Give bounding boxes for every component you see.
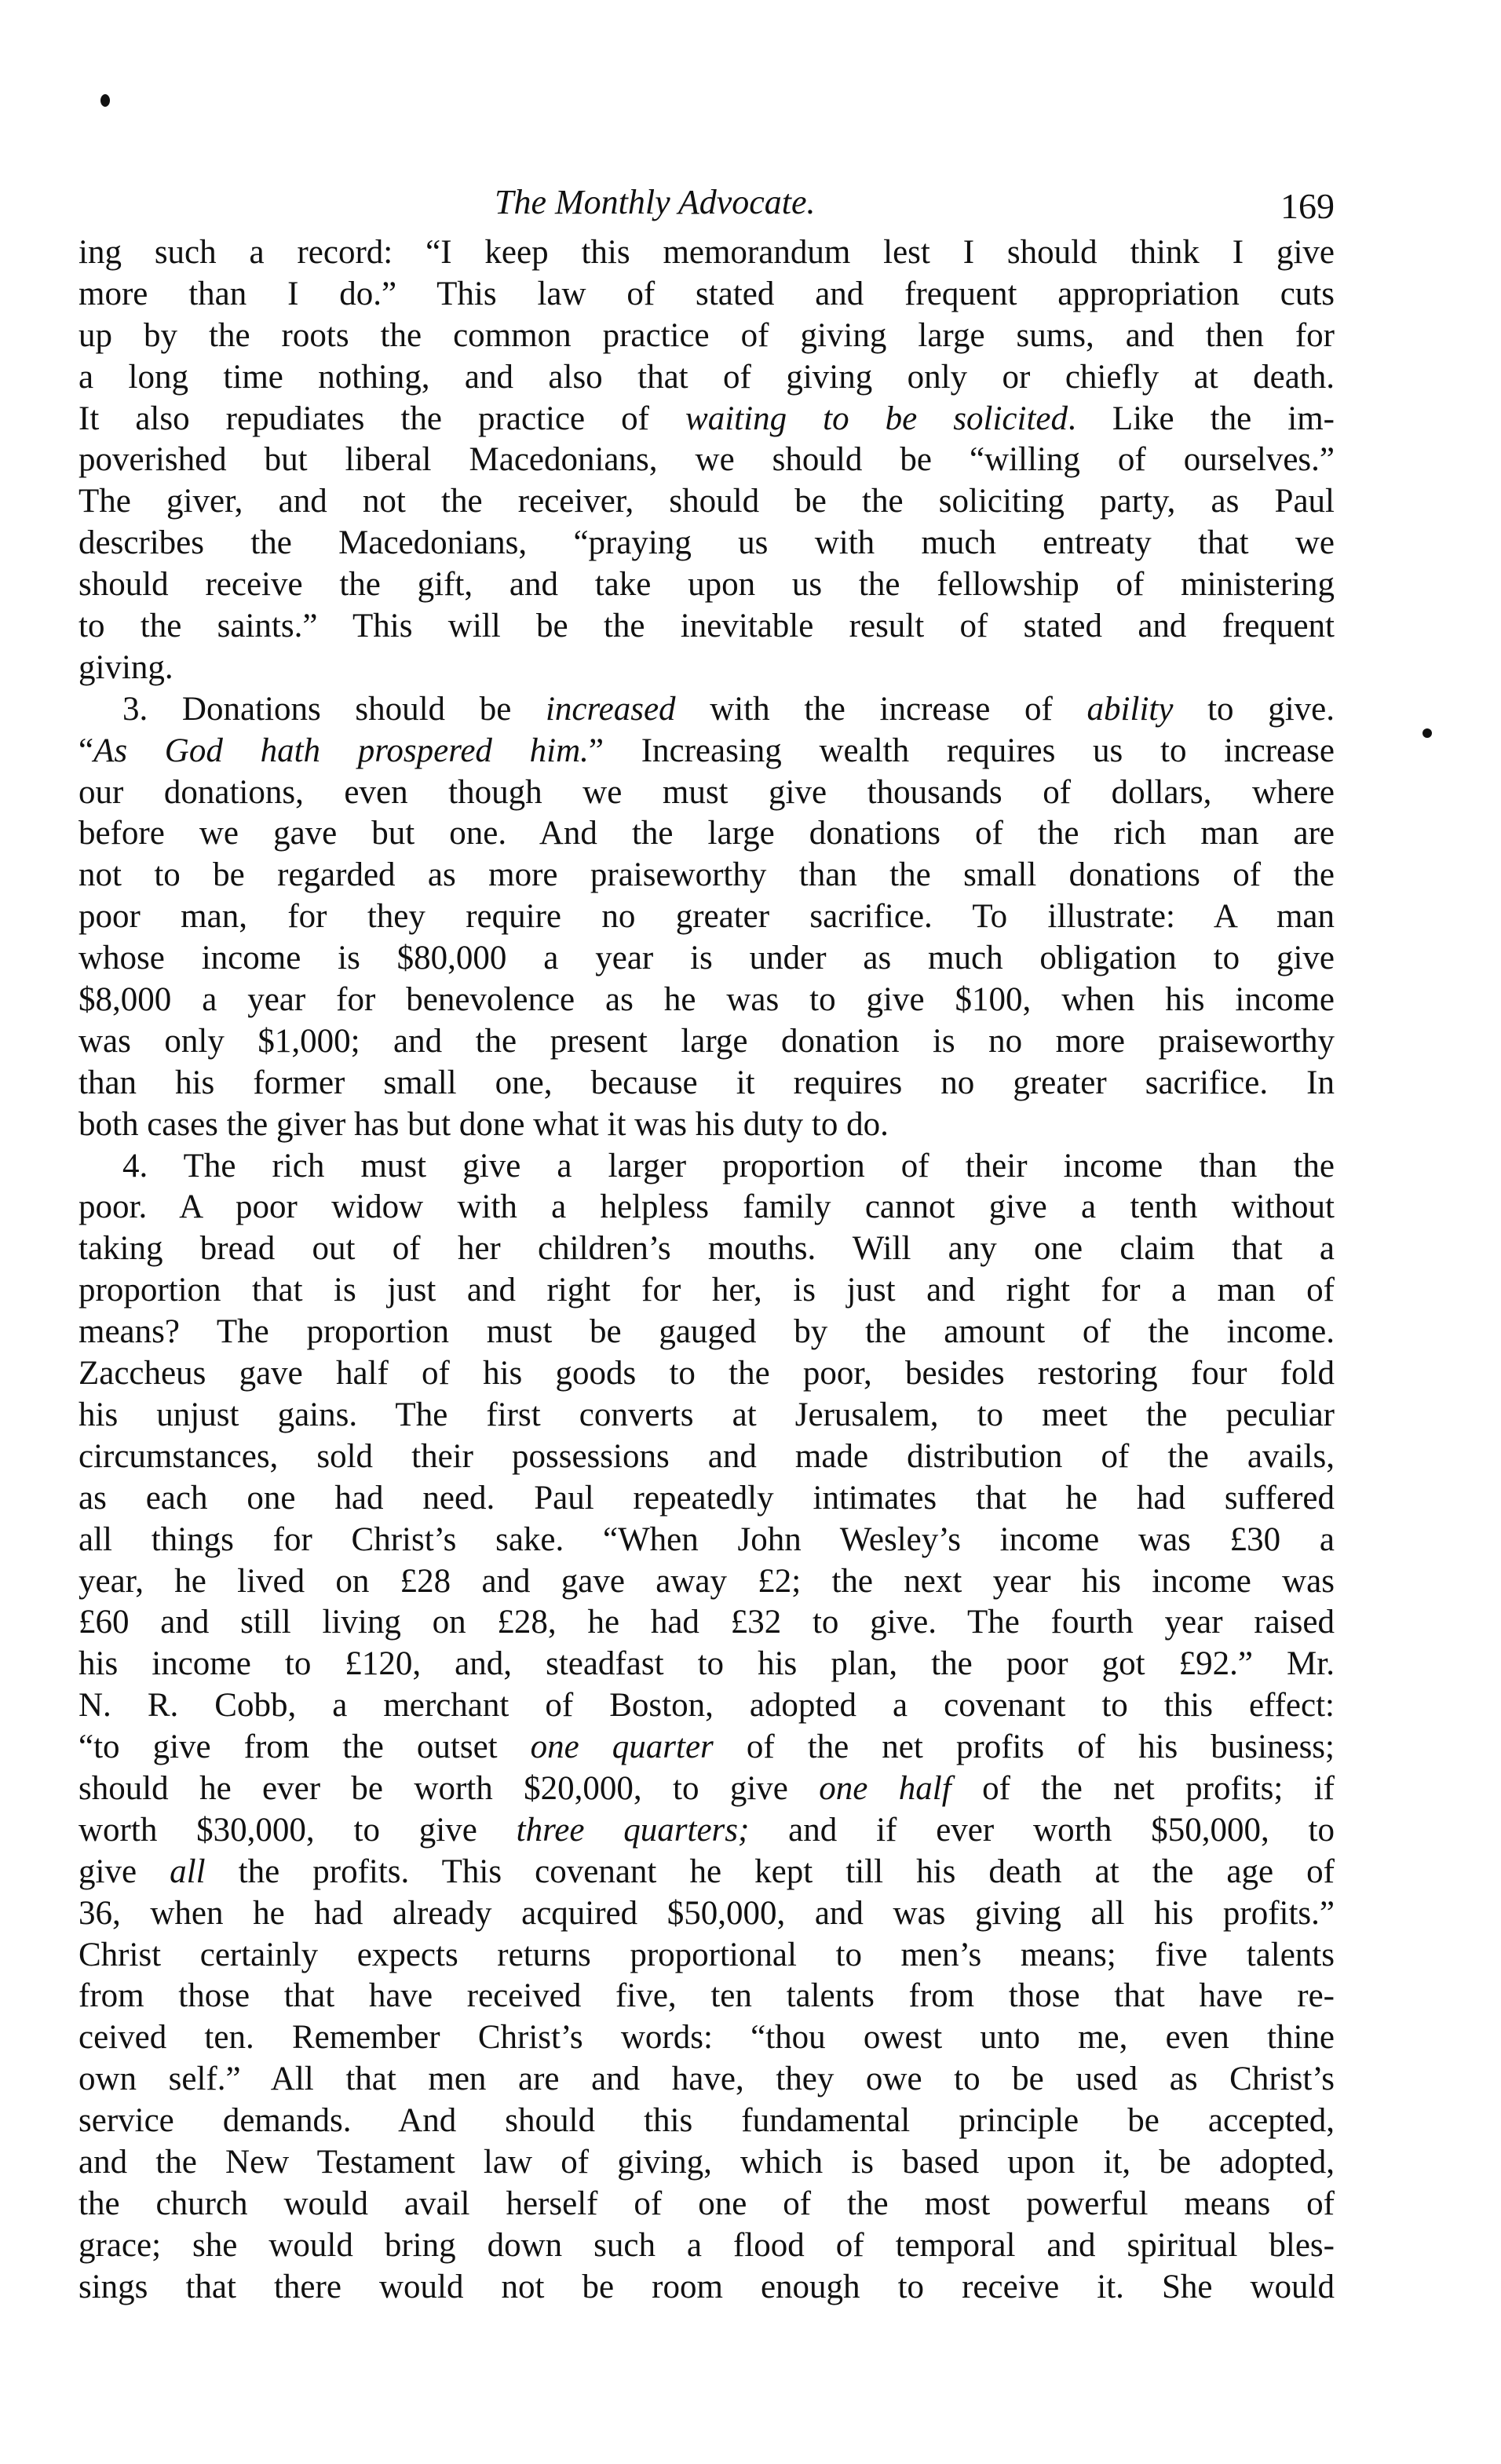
text-segment: 3. Donations should be <box>122 690 546 728</box>
text-line <box>79 1976 1335 2017</box>
text-segment: $8,000 a year for benevolence as he was to give $100, when his income <box>79 981 1335 1019</box>
text-line <box>79 399 1335 440</box>
text-line <box>79 2267 1335 2309</box>
text-line <box>79 1685 1335 1727</box>
text-segment: Christ certainly expects returns proportional to men’s means; five talents <box>79 1936 1335 1973</box>
text-segment: grace; she would bring down such a flood of temporal and spiritual bles- <box>79 2226 1335 2264</box>
text-line <box>79 1810 1335 1852</box>
text-line <box>79 274 1335 316</box>
text-line <box>79 1312 1335 1353</box>
text-line <box>79 938 1335 980</box>
text-segment: . Like the im- <box>1068 400 1335 437</box>
text-segment: before we gave but one. And the large donations of the rich man are <box>79 815 1335 852</box>
text-line <box>79 357 1335 399</box>
text-line <box>79 1104 1335 1146</box>
text-segment: £60 and still living on £28, he had £32 to give. The fourth year raised <box>79 1604 1335 1641</box>
text-segment: poor. A poor widow with a helpless family cannot give a tenth without <box>79 1188 1335 1226</box>
text-segment: the church would avail herself of one of the most powerful means of <box>79 2185 1335 2222</box>
text-segment: of the net profits of his business; <box>713 1728 1335 1766</box>
text-segment: It also repudiates the practice of <box>79 400 686 437</box>
text-line <box>79 1935 1335 1977</box>
text-line <box>79 1478 1335 1520</box>
text-line <box>79 316 1335 357</box>
text-line <box>79 855 1335 896</box>
page-header <box>79 182 1335 229</box>
text-segment: than his former small one, because it requires no greater sacrifice. In <box>79 1064 1335 1101</box>
text-line <box>79 731 1335 772</box>
text-line <box>79 980 1335 1021</box>
text-line <box>79 1021 1335 1063</box>
italic-text: three quarters; <box>516 1811 750 1849</box>
text-line <box>79 1187 1335 1228</box>
text-line <box>79 2225 1335 2267</box>
text-line <box>79 1727 1335 1769</box>
text-line <box>79 1769 1335 1810</box>
text-line <box>79 1520 1335 1561</box>
text-line <box>79 1395 1335 1436</box>
italic-text: one quarter <box>530 1728 714 1766</box>
text-line <box>79 440 1335 481</box>
text-line <box>79 2184 1335 2225</box>
text-segment: ceived ten. Remember Christ’s words: “thou owest unto me, even thine <box>79 2019 1335 2057</box>
text-segment: whose income is $80,000 a year is under as much obligation to give <box>79 940 1335 977</box>
text-segment: proportion that is just and right for her, is just and right for a man of <box>79 1272 1335 1309</box>
text-segment: was only $1,000; and the present large donation is no more praiseworthy <box>79 1022 1335 1060</box>
text-segment: all things for Christ’s sake. “When John Wesley’s income was £30 a <box>79 1520 1335 1558</box>
running-title: The Monthly Advocate. <box>495 183 816 221</box>
text-segment: with the increase of <box>675 690 1087 728</box>
text-segment: and the New Testament law of giving, which is based upon it, be adopted, <box>79 2143 1335 2181</box>
text-segment: the profits. This covenant he kept till his death at the age of <box>205 1853 1335 1890</box>
book-page <box>79 0 1335 2464</box>
text-line <box>79 1893 1335 1935</box>
text-line <box>79 2101 1335 2142</box>
text-segment: year, he lived on £28 and gave away £2; the next year his income was <box>79 1562 1335 1600</box>
text-segment: service demands. And should this fundamental principle be accepted, <box>79 2102 1335 2140</box>
text-segment: should receive the gift, and take upon us the fellowship of ministering <box>79 566 1335 604</box>
italic-text: increased <box>545 690 676 728</box>
text-segment: his income to £120, and, steadfast to his plan, the poor got £92.” Mr. <box>79 1645 1335 1683</box>
text-segment: more than I do.” This law of stated and frequent appropriation cuts <box>79 275 1335 312</box>
text-line <box>79 564 1335 606</box>
text-segment: not to be regarded as more praiseworthy than the small donations of the <box>79 856 1335 894</box>
text-line <box>79 606 1335 648</box>
text-line <box>79 648 1335 689</box>
text-segment: circumstances, sold their possessions and made distribution of the avails, <box>79 1437 1335 1475</box>
text-segment: Zaccheus gave half of his goods to the poor, besides restoring four fold <box>79 1355 1335 1393</box>
italic-text: As God hath prospered him. <box>93 732 589 769</box>
text-line <box>79 1436 1335 1478</box>
text-line <box>79 1228 1335 1270</box>
text-line <box>79 232 1335 274</box>
text-segment: from those that have received five, ten talents from those that have re- <box>79 1977 1335 2015</box>
text-segment: “to give from the outset <box>79 1728 531 1766</box>
text-line <box>79 772 1335 814</box>
italic-text: ability <box>1086 690 1174 728</box>
text-segment: both cases the giver has but done what it was his duty to do. <box>79 1105 889 1143</box>
text-segment: N. R. Cobb, a merchant of Boston, adopted a covenant to this effect: <box>79 1687 1335 1725</box>
ink-speck <box>1422 728 1432 738</box>
text-line <box>79 2017 1335 2059</box>
text-segment: should he ever be worth $20,000, to give <box>79 1769 820 1807</box>
text-segment: 4. The rich must give a larger proportion of their income than the <box>122 1147 1335 1185</box>
text-line <box>79 813 1335 855</box>
text-segment: and if ever worth $50,000, to <box>749 1811 1335 1849</box>
text-line <box>79 1644 1335 1685</box>
text-segment: ” Increasing wealth requires us to increase <box>588 732 1335 769</box>
body-text <box>79 232 1335 2309</box>
text-line <box>79 689 1335 731</box>
text-segment: “ <box>79 732 94 769</box>
italic-text: one half <box>819 1769 951 1807</box>
text-segment: ing such a record: “I keep this memorandum lest I should think I give <box>79 234 1335 271</box>
text-segment: The giver, and not the receiver, should be the soliciting party, as Paul <box>79 483 1335 520</box>
text-segment: a long time nothing, and also that of giving only or chiefly at death. <box>79 358 1335 396</box>
text-line <box>79 523 1335 564</box>
italic-text: all <box>170 1853 206 1890</box>
text-segment: poverished but liberal Macedonians, we should be “willing of ourselves.” <box>79 441 1335 479</box>
text-segment: worth $30,000, to give <box>79 1811 517 1849</box>
text-segment: describes the Macedonians, “praying us with much entreaty that we <box>79 524 1335 562</box>
text-segment: giving. <box>79 648 173 686</box>
text-segment: own self.” All that men are and have, they owe to be used as Christ’s <box>79 2061 1335 2098</box>
text-line <box>79 1561 1335 1603</box>
text-segment: his unjust gains. The first converts at Jerusalem, to meet the peculiar <box>79 1396 1335 1433</box>
text-segment: give <box>79 1853 170 1890</box>
italic-text: waiting to be solicited <box>685 400 1068 437</box>
text-line <box>79 481 1335 523</box>
text-segment: taking bread out of her children’s mouths. Will any one claim that a <box>79 1230 1335 1268</box>
text-segment: poor man, for they require no greater sacrifice. To illustrate: A man <box>79 898 1335 936</box>
text-segment: 36, when he had already acquired $50,000, and was giving all his profits.” <box>79 1894 1335 1932</box>
text-line <box>79 1270 1335 1312</box>
text-line <box>79 1146 1335 1188</box>
text-line <box>79 896 1335 938</box>
text-line <box>79 1353 1335 1395</box>
text-segment: means? The proportion must be gauged by the amount of the income. <box>79 1313 1335 1351</box>
text-segment: to give. <box>1173 690 1335 728</box>
text-segment: as each one had need. Paul repeatedly intimates that he had suffered <box>79 1479 1335 1517</box>
text-line <box>79 1063 1335 1104</box>
text-segment: our donations, even though we must give thousands of dollars, where <box>79 773 1335 811</box>
text-segment: of the net profits; if <box>951 1769 1335 1807</box>
text-line <box>79 1602 1335 1644</box>
text-line <box>79 2142 1335 2184</box>
text-segment: sings that there would not be room enough to receive it. She would <box>79 2268 1335 2305</box>
text-line <box>79 2059 1335 2101</box>
page-number: 169 <box>1280 186 1335 226</box>
text-segment: to the saints.” This will be the inevitable result of stated and frequent <box>79 608 1335 645</box>
text-line <box>79 1852 1335 1893</box>
text-segment: up by the roots the common practice of giving large sums, and then for <box>79 316 1335 354</box>
